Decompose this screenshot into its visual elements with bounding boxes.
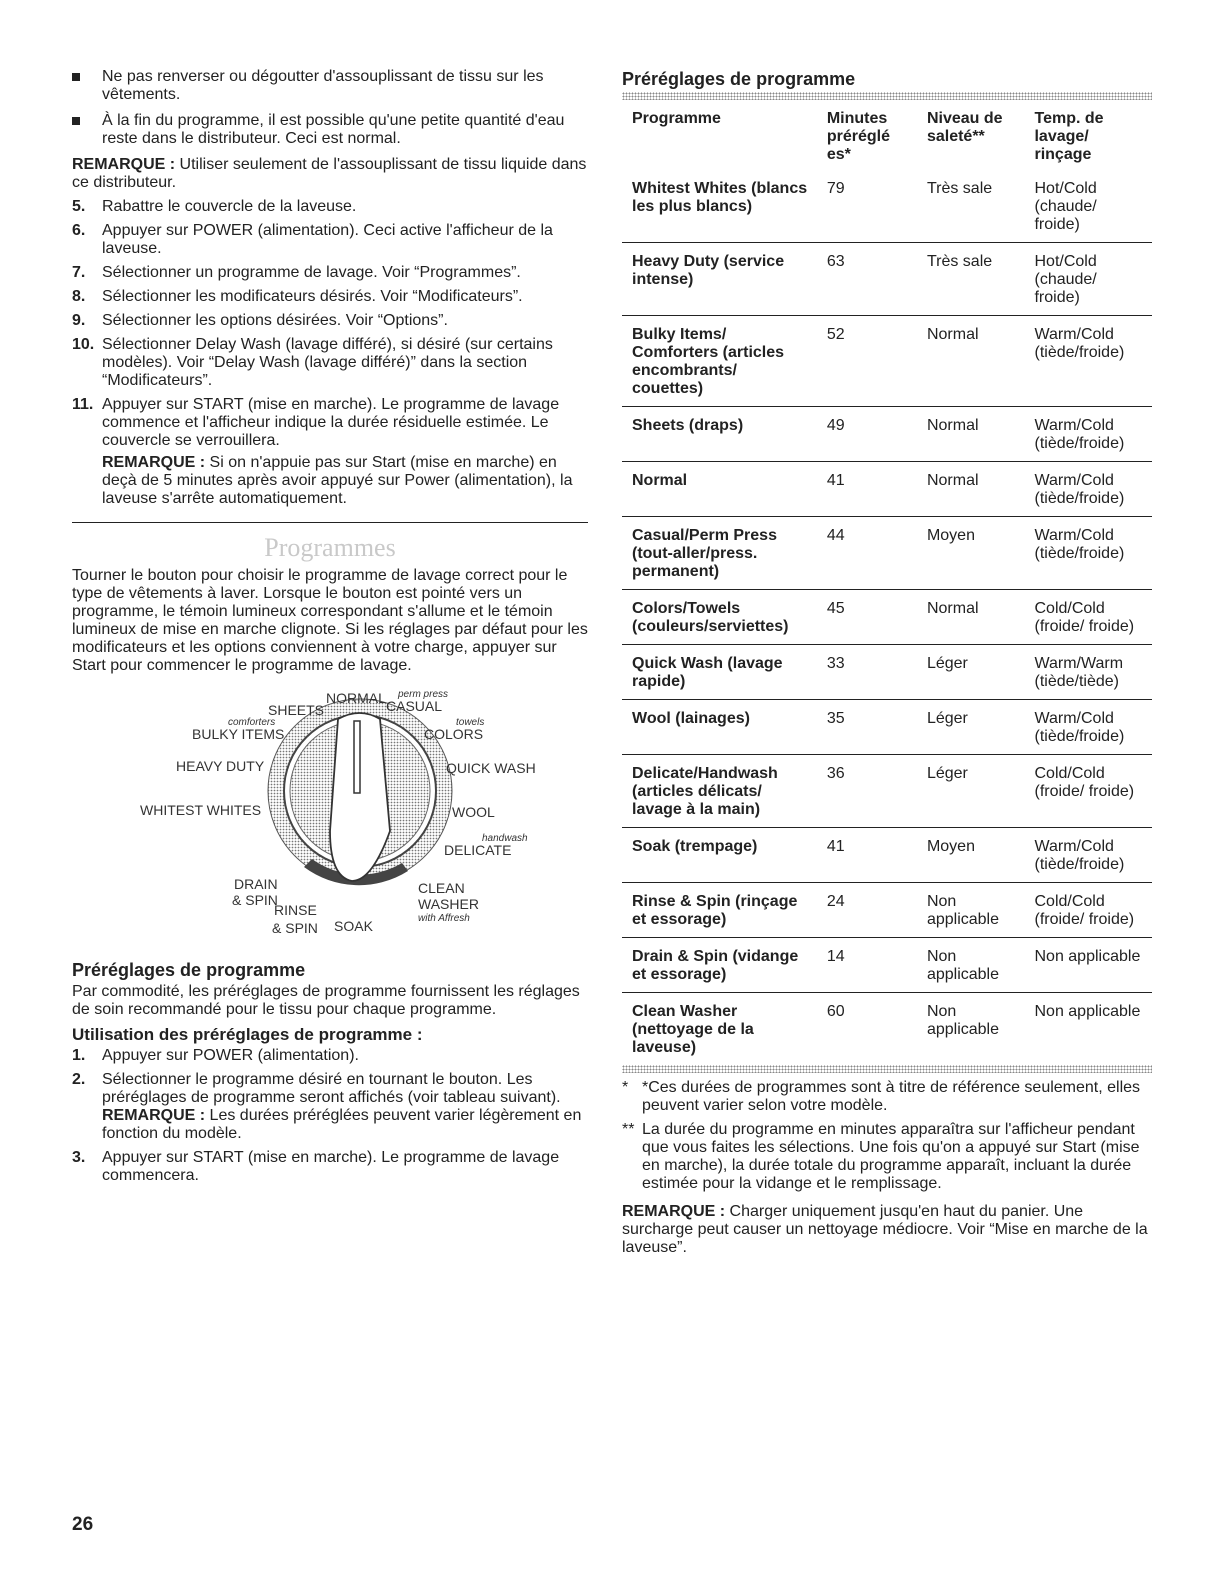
cell-temperature: Warm/Cold (tiède/froide) bbox=[1024, 462, 1152, 517]
cell-programme: Normal bbox=[622, 462, 817, 517]
header-programme: Programme bbox=[632, 110, 721, 127]
dial-label-handwash: handwash bbox=[482, 833, 528, 844]
note-text: Les durées préréglées peuvent varier légèrement en fonction du modèle. bbox=[102, 1107, 582, 1142]
usage-heading: Utilisation des préréglages de programme : bbox=[72, 1025, 423, 1044]
table-body bbox=[622, 170, 1152, 1065]
cell-soil-level: Normal bbox=[917, 316, 1025, 407]
cell-temperature: Non applicable bbox=[1034, 1003, 1141, 1020]
cell-minutes: 35 bbox=[817, 700, 917, 755]
cell-temperature: Warm/Cold (tiède/froide) bbox=[1024, 407, 1152, 462]
step-number: 11. bbox=[72, 396, 94, 413]
dial-label-sheets: SHEETS bbox=[268, 702, 325, 718]
step-item bbox=[72, 222, 588, 258]
presets-table-title: Préréglages de programme bbox=[622, 69, 856, 89]
usage-step bbox=[72, 1071, 588, 1143]
cell-temperature: Cold/Cold (froide/ froide) bbox=[1024, 755, 1152, 828]
cell-soil-level: Léger bbox=[917, 700, 1025, 755]
table-row bbox=[622, 407, 1152, 462]
footnote-text: *Ces durées de programmes sont à titre de référence seulement, elles peuvent varier selon votre modèle. bbox=[642, 1079, 1141, 1114]
note-text: Charger uniquement jusqu'en haut du panier. Une surcharge peut causer un nettoyage médiocre. Voir “Mise en marche de la laveuse”. bbox=[622, 1203, 1148, 1256]
page-number: 26 bbox=[72, 1514, 94, 1535]
cell-soil-level: Très sale bbox=[917, 243, 1025, 316]
program-dial bbox=[72, 681, 588, 951]
cell-temperature: Warm/Cold (tiède/froide) bbox=[1024, 517, 1152, 590]
cell-temperature: Cold/Cold (froide/ froide) bbox=[1024, 883, 1152, 938]
header-temperature: Temp. de lavage/ rinçage bbox=[1034, 110, 1104, 163]
final-note bbox=[622, 1203, 1152, 1257]
cell-programme: Heavy Duty (service intense) bbox=[622, 243, 817, 316]
dial-label-wool: WOOL bbox=[452, 804, 495, 820]
cell-programme: Casual/Perm Press (tout-aller/press. permanent) bbox=[622, 517, 817, 590]
header-minutes: Minutes préréglé es* bbox=[826, 110, 890, 163]
dial-label-with-affresh: with Affresh bbox=[418, 913, 470, 924]
programmes-intro: Tourner le bouton pour choisir le programme de lavage correct pour le type de vêtements à laver. Lorsque le bouton est pointé vers un programme, le témoin lumineux correspondant s'allume et le témoin lumineux de mise en marche clignote. Si les réglages par défaut pour les modificateurs et les options conviennent à votre charge, appuyer sur Start pour commencer le programme de lavage. bbox=[72, 567, 588, 674]
table-header-row bbox=[622, 102, 1152, 170]
step-text: Appuyer sur START (mise en marche). Le programme de lavage commencera. bbox=[102, 1149, 560, 1184]
footnote-text: La durée du programme en minutes apparaîtra sur l'afficheur pendant que vous faites les sélections. Une fois qu'on a appuyé sur Start (mise en marche), la durée totale du programme apparaît, incluant la durée estimée pour la vidange et le remplissage. bbox=[642, 1121, 1140, 1192]
step-item bbox=[72, 312, 588, 330]
step-number: 2. bbox=[72, 1071, 86, 1088]
dial-label-rinse: RINSE bbox=[274, 902, 317, 918]
dial-pointer bbox=[354, 721, 360, 793]
note-label: REMARQUE : bbox=[102, 1107, 206, 1124]
cell-minutes: 14 bbox=[817, 938, 917, 993]
step-number: 1. bbox=[72, 1047, 86, 1064]
table-row bbox=[622, 462, 1152, 517]
cell-programme: Quick Wash (lavage rapide) bbox=[622, 645, 817, 700]
dial-label-colors: COLORS bbox=[424, 726, 484, 742]
cell-soil-level: Non applicable bbox=[917, 883, 1025, 938]
step-text: Appuyer sur POWER (alimentation). bbox=[102, 1047, 359, 1064]
cell-temperature: Hot/Cold (chaude/ froide) bbox=[1024, 243, 1152, 316]
dial-label-and-spin: & SPIN bbox=[232, 892, 278, 908]
cell-minutes: 24 bbox=[817, 883, 917, 938]
step-number: 8. bbox=[72, 288, 86, 305]
table-row bbox=[622, 243, 1152, 316]
note-label: REMARQUE : bbox=[622, 1203, 726, 1220]
note-text: Utiliser seulement de l'assouplissant de tissu liquide dans ce distributeur. bbox=[72, 156, 587, 191]
step-number: 5. bbox=[72, 198, 86, 215]
cell-minutes: 33 bbox=[817, 645, 917, 700]
cell-programme: Soak (trempage) bbox=[622, 828, 817, 883]
table-row bbox=[622, 316, 1152, 407]
cell-temperature: Warm/Cold (tiède/froide) bbox=[1024, 700, 1152, 755]
step-text: Rabattre le couvercle de la laveuse. bbox=[102, 198, 357, 215]
usage-step bbox=[72, 1149, 588, 1185]
step-item bbox=[72, 288, 588, 306]
bullet-item: À la fin du programme, il est possible qu'une petite quantité d'eau reste dans le distributeur. Ceci est normal. bbox=[72, 112, 588, 148]
step-text: Sélectionner les options désirées. Voir “Options”. bbox=[102, 312, 448, 329]
cell-temperature: Non applicable bbox=[1024, 938, 1152, 993]
table-row bbox=[622, 883, 1152, 938]
dial-label-washer: WASHER bbox=[418, 896, 479, 912]
presets-table bbox=[622, 102, 1152, 1065]
footnote-mark: * bbox=[622, 1079, 629, 1096]
section-divider bbox=[72, 522, 588, 523]
cell-programme: Whitest Whites (blancs les plus blancs) bbox=[622, 170, 817, 243]
note-label: REMARQUE : bbox=[72, 156, 176, 173]
cell-soil-level: Normal bbox=[917, 407, 1025, 462]
dotted-rule bbox=[622, 92, 1152, 100]
cell-minutes: 44 bbox=[817, 517, 917, 590]
note-softener bbox=[72, 156, 588, 192]
dial-label-casual: CASUAL bbox=[386, 698, 443, 714]
footnote bbox=[622, 1121, 1152, 1193]
table-row bbox=[622, 517, 1152, 590]
step-number: 6. bbox=[72, 222, 86, 239]
cell-programme: Wool (lainages) bbox=[622, 700, 817, 755]
cell-temperature: Warm/Cold (tiède/froide) bbox=[1024, 828, 1152, 883]
step-item bbox=[72, 264, 588, 282]
left-column bbox=[72, 68, 588, 1191]
step-text: Sélectionner le programme désiré en tournant le bouton. Les préréglages de programme seront affichés (voir tableau suivant). bbox=[102, 1071, 561, 1106]
cell-temperature: Cold/Cold (froide/ froide) bbox=[1024, 590, 1152, 645]
cell-soil-level: Léger bbox=[917, 645, 1025, 700]
step-text: Sélectionner les modificateurs désirés. Voir “Modificateurs”. bbox=[102, 288, 523, 305]
cell-temperature: Warm/Cold (tiède/froide) bbox=[1024, 316, 1152, 407]
step-item bbox=[72, 396, 588, 508]
cell-soil-level: Non applicable bbox=[926, 1003, 1000, 1038]
cell-minutes: 49 bbox=[817, 407, 917, 462]
cell-programme: Rinse & Spin (rinçage et essorage) bbox=[622, 883, 817, 938]
dial-label-and-spin2: & SPIN bbox=[272, 920, 318, 936]
dotted-rule bbox=[622, 1065, 1152, 1073]
dial-label-comforters: comforters bbox=[228, 717, 276, 728]
note-label: REMARQUE : bbox=[102, 454, 206, 471]
cell-soil-level: Moyen bbox=[917, 517, 1025, 590]
cell-soil-level: Normal bbox=[917, 590, 1025, 645]
cell-programme: Bulky Items/ Comforters (articles encombrants/ couettes) bbox=[622, 316, 817, 407]
step-note bbox=[102, 454, 588, 508]
presets-heading: Préréglages de programme bbox=[72, 960, 306, 980]
table-row bbox=[622, 590, 1152, 645]
table-row bbox=[622, 755, 1152, 828]
header-soil-level: Niveau de saleté** bbox=[926, 110, 1003, 145]
program-dial-illustration bbox=[72, 681, 588, 951]
dial-label-heavy-duty: HEAVY DUTY bbox=[176, 758, 265, 774]
step-note bbox=[102, 1107, 588, 1143]
cell-minutes: 41 bbox=[817, 462, 917, 517]
step-item bbox=[72, 198, 588, 216]
dial-label-drain: DRAIN bbox=[234, 876, 278, 892]
step-number: 3. bbox=[72, 1149, 86, 1166]
table-row bbox=[622, 828, 1152, 883]
table-row bbox=[622, 938, 1152, 993]
cell-programme: Delicate/Handwash (articles délicats/ lavage à la main) bbox=[622, 755, 817, 828]
cell-minutes: 45 bbox=[817, 590, 917, 645]
cell-soil-level: Très sale bbox=[917, 170, 1025, 243]
dial-label-towels: towels bbox=[456, 717, 485, 728]
cell-soil-level: Moyen bbox=[917, 828, 1025, 883]
dial-label-soak: SOAK bbox=[334, 918, 373, 934]
step-text: Appuyer sur POWER (alimentation). Ceci active l'afficheur de la laveuse. bbox=[102, 222, 553, 257]
footnote-mark: ** bbox=[622, 1121, 635, 1138]
presets-text: Par commodité, les préréglages de programme fournissent les réglages de soin recommandé pour le tissu pour chaque programme. bbox=[72, 983, 580, 1018]
cell-temperature: Hot/Cold (chaude/ froide) bbox=[1024, 170, 1152, 243]
table-row bbox=[622, 993, 1152, 1066]
section-title-programmes: Programmes bbox=[264, 533, 396, 562]
note-text: Si on n'appuie pas sur Start (mise en marche) en deçà de 5 minutes après avoir appuyé sur Power (alimentation), la laveuse s'arrête automatiquement. bbox=[102, 454, 573, 507]
dial-label-delicate: DELICATE bbox=[444, 842, 512, 858]
step-number: 9. bbox=[72, 312, 86, 329]
cell-soil-level: Léger bbox=[917, 755, 1025, 828]
step-number: 10. bbox=[72, 336, 95, 353]
step-item bbox=[72, 336, 588, 390]
usage-step bbox=[72, 1047, 588, 1065]
table-row bbox=[622, 700, 1152, 755]
cell-minutes: 52 bbox=[817, 316, 917, 407]
cell-minutes: 36 bbox=[817, 755, 917, 828]
cell-programme: Sheets (draps) bbox=[622, 407, 817, 462]
cell-minutes: 63 bbox=[817, 243, 917, 316]
table-row bbox=[622, 170, 1152, 243]
cell-soil-level: Normal bbox=[917, 462, 1025, 517]
dial-label-clean: CLEAN bbox=[418, 880, 465, 896]
dial-label-normal: NORMAL bbox=[326, 690, 386, 706]
dial-label-quick-wash: QUICK WASH bbox=[446, 760, 536, 776]
cell-programme: Clean Washer (nettoyage de la laveuse) bbox=[632, 1003, 754, 1056]
bullet-item: Ne pas renverser ou dégoutter d'assouplissant de tissu sur les vêtements. bbox=[72, 68, 588, 104]
table-row bbox=[622, 645, 1152, 700]
dial-label-perm-press: perm press bbox=[398, 689, 449, 700]
cell-programme: Drain & Spin (vidange et essorage) bbox=[622, 938, 817, 993]
right-column bbox=[622, 68, 1152, 1263]
footnote bbox=[622, 1079, 1152, 1115]
cell-temperature: Warm/Warm (tiède/tiède) bbox=[1024, 645, 1152, 700]
step-text: Sélectionner Delay Wash (lavage différé), si désiré (sur certains modèles). Voir “Delay Wash (lavage différé)” dans la section “Modificateurs”. bbox=[102, 336, 553, 389]
step-number: 7. bbox=[72, 264, 86, 281]
cell-minutes: 60 bbox=[826, 1003, 845, 1020]
step-text: Sélectionner un programme de lavage. Voir “Programmes”. bbox=[102, 264, 521, 281]
cell-soil-level: Non applicable bbox=[917, 938, 1025, 993]
cell-minutes: 41 bbox=[817, 828, 917, 883]
dial-label-whitest-whites: WHITEST WHITES bbox=[140, 802, 262, 818]
cell-minutes: 79 bbox=[817, 170, 917, 243]
cell-programme: Colors/Towels (couleurs/serviettes) bbox=[622, 590, 817, 645]
dial-label-bulky-items: BULKY ITEMS bbox=[192, 726, 285, 742]
step-text: Appuyer sur START (mise en marche). Le programme de lavage commence et l'afficheur indique la durée résiduelle estimée. Le couvercle se verrouillera. bbox=[102, 396, 560, 449]
